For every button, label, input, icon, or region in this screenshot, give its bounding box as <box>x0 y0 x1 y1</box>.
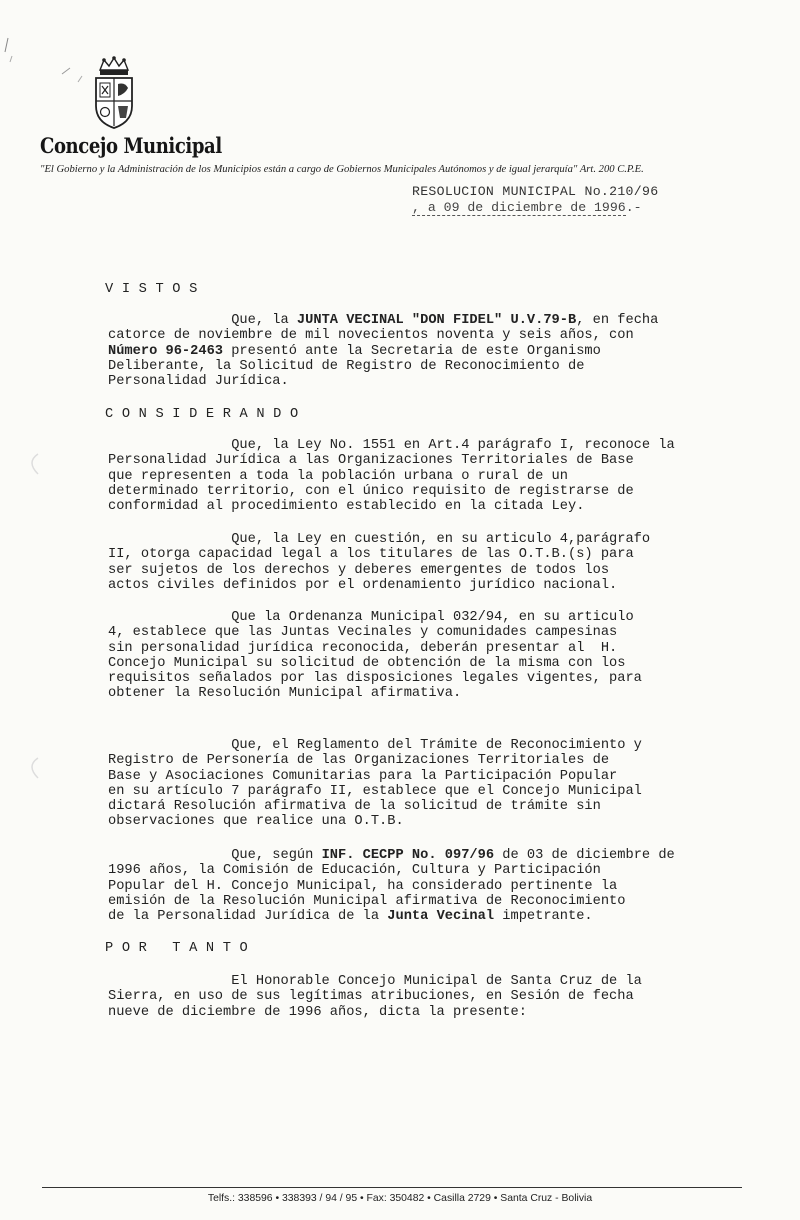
considerando-paragraph-4: Que, el Reglamento del Trámite de Reconocimiento y Registro de Personería de las Organizaciones Territoriales de Base y Asociaciones Comunitarias para la Participación Popular en su artículo 7 parágrafo II, establece que el Concejo Municipal dictará Resolución afirmativa de la solicitud de trámite sin observaciones que realice una O.T.B. <box>108 738 642 830</box>
p5-text-2: de 03 de diciembre de 1996 años, la Comisión de Educación, Cultura y Participación Popular del H. Concejo Municipal, ha considerado pertinente la emisión de la Resolución Municipal afirmativa de Reconocimiento de la Personalidad Jurídica de la <box>108 848 675 925</box>
section-heading-vistos: VISTOS <box>105 282 206 297</box>
date-text: a 09 de diciembre de 1996 <box>427 200 626 215</box>
scan-marks <box>0 30 90 110</box>
coat-of-arms-icon <box>88 56 140 130</box>
considerando-paragraph-1: Que, la Ley No. 1551 en Art.4 parágrafo I, reconoce la Personalidad Jurídica a las Organizaciones Territoriales de Base que representen a toda la población urbana o rural de un determinado territorio, con el único requisito de registrarse de conformidad al procedimiento establecido en la citada Ley. <box>108 438 675 515</box>
date-suffix: .- <box>625 200 642 215</box>
vistos-text-3: presentó ante la Secretaria de este Organismo Deliberante, la Solicitud de Registro de Reconocimiento de Personalidad Jurídica. <box>108 343 601 390</box>
considerando-paragraph-5 <box>108 848 698 924</box>
constitution-motto: "El Gobierno y la Administración de los Municipios están a cargo de Gobiernos Municipales Autónomos y de igual jerarquía" Art. 200 C.P.E. <box>40 164 644 175</box>
vistos-text-2: , en fecha catorce de noviembre de mil novecientos noventa y seis años, con <box>108 313 659 344</box>
junta-vecinal-term: Junta Vecinal <box>387 909 495 925</box>
scan-mark-left-2 <box>22 756 42 780</box>
section-heading-considerando: CONSIDERANDO <box>105 407 307 422</box>
footer-contact: Telfs.: 338596 • 338393 / 94 / 95 • Fax: 350482 • Casilla 2729 • Santa Cruz - Bolivia <box>207 1193 593 1204</box>
considerando-paragraph-2: Que, la Ley en cuestión, en su articulo 4,parágrafo II, otorga capacidad legal a los titulares de las O.T.B.(s) para ser sujetos de los derechos y deberes emergentes de todos los actos civiles definidos por el ordenamiento jurídico nacional. <box>108 532 651 593</box>
resolution-date <box>412 200 642 215</box>
por-tanto-paragraph: El Honorable Concejo Municipal de Santa Cruz de la Sierra, en uso de sus legítimas atribuciones, en Sesión de fecha nueve de diciembre de 1996 años, dicta la presente: <box>108 974 642 1020</box>
org-name: Concejo Municipal <box>40 133 222 158</box>
date-prefix: , <box>412 200 428 215</box>
vistos-text-1: Que, la <box>108 313 297 328</box>
section-heading-por-tanto: POR TANTO <box>105 941 257 956</box>
scan-mark-left-1 <box>22 452 42 476</box>
junta-vecinal-name: JUNTA VECINAL "DON FIDEL" U.V.79-B <box>296 313 577 328</box>
p5-text-3: impetrante. <box>494 909 593 925</box>
p5-text-1: Que, según <box>108 848 322 863</box>
report-number: INF. CECPP No. 097/96 <box>321 848 495 863</box>
registration-number: Número 96-2463 <box>108 343 223 359</box>
resolution-number: RESOLUCION MUNICIPAL No.210/96 <box>412 184 659 199</box>
footer-rule <box>42 1187 742 1188</box>
vistos-paragraph <box>108 313 698 389</box>
considerando-paragraph-3: Que la Ordenanza Municipal 032/94, en su articulo 4, establece que las Juntas Vecinales y comunidades campesinas sin personalidad jurídica reconocida, deberán presentar al H. Concejo Municipal su solicitud de obtención de la misma con los requisitos señalados por las disposiciones legales vigentes, para obtener la Resolución Municipal afirmativa. <box>108 610 642 702</box>
